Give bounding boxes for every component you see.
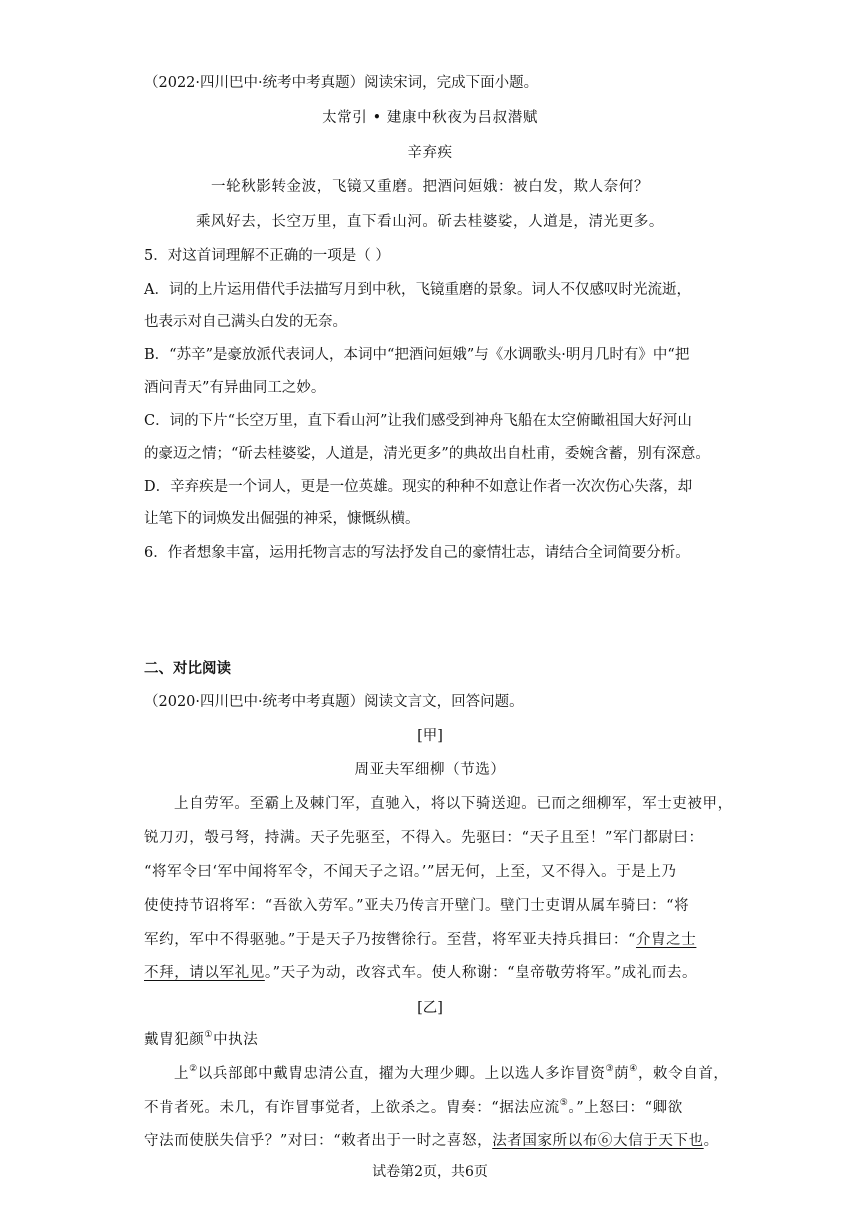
option-a-line-1: A．词的上片运用借代手法描写月到中秋，飞镜重磨的景象。词人不仅感叹时光流逝， [144, 282, 691, 298]
jia-line-5-text: 军约，军中不得驱驰。”于是天子乃按辔徐行。至营，将军亚夫持兵揖曰：“ [144, 932, 636, 948]
option-d-line-2: 让笔下的词焕发出倔强的神采，慷慨纵横。 [144, 511, 420, 527]
yi-line-1 [174, 1064, 729, 1084]
footnote-mark-3: ③ [605, 1064, 615, 1074]
question-5-stem: 5．对这首词理解不正确的一项是（ ） [144, 248, 390, 264]
yi-line-1-b: 以兵部郎中戴胄忠清公直，擢为大理少卿。上以选人多诈冒资 [197, 1066, 606, 1082]
footnote-mark-2: ② [189, 1064, 198, 1074]
yi-line-2 [144, 1098, 683, 1118]
jia-line-4: 使使持节诏将军：“吾欲入劳军。”亚夫乃传言开壁门。壁门士吏谓从属车骑曰：“将 [144, 898, 690, 914]
question-6-stem: 6．作者想象丰富，运用托物言志的写法抒发自己的豪情壮志，请结合全词简要分析。 [144, 545, 690, 561]
jia-line-1: 上自劳军。至霸上及棘门军，直驰入，将以下骑送迎。已而之细柳军，军士吏被甲， [174, 796, 733, 812]
footnote-mark-5: ⑤ [559, 1098, 569, 1108]
footnote-mark-4: ④ [629, 1064, 638, 1074]
option-d-line-1: D．辛弃疾是一个词人，更是一位英雄。现实的种种不如意让作者一次次伤心失落，却 [144, 479, 693, 495]
jia-line-6 [144, 963, 697, 983]
poem-verse-1: 一轮秋影转金波，飞镜又重磨。把酒问姮娥：被白发，欺人奈何？ [211, 179, 649, 195]
yi-underlined-phrase: 法者国家所以布⑥大信于天下也 [492, 1133, 704, 1149]
section-2-heading: 二、对比阅读 [144, 661, 231, 677]
passage-jia-title: 周亚夫军细柳（节选） [354, 762, 506, 778]
option-c-line-1: C．词的下片“长空万里，直下看山河”让我们感受到神舟飞船在太空俯瞰祖国大好河山 [144, 413, 692, 429]
yi-line-2-a: 不肯者死。未几，有诈冒事觉者，上欲杀之。胄奏：“据法应流 [144, 1100, 560, 1116]
yi-title-text: 戴胄犯颜 [144, 1032, 205, 1048]
yi-line-1-d: ，敕令自首， [637, 1066, 729, 1082]
jia-line-5 [144, 930, 696, 950]
jia-underlined-phrase-1: 介胄之士 [635, 932, 697, 948]
yi-line-2-b: 。”上怒曰：“卿欲 [568, 1100, 683, 1116]
jia-line-2: 锐刀刃，彀弓弩，持满。天子先驱至，不得入。先驱曰：“天子且至！”军门都尉曰： [144, 830, 704, 846]
yi-line-3-a: 守法而使朕失信乎？”对曰：“敕者出于一时之喜怒， [144, 1133, 493, 1149]
passage-jia-label: [甲] [417, 728, 443, 744]
yi-title-suffix: 中执法 [213, 1032, 259, 1048]
poem-author: 辛弃疾 [407, 145, 453, 161]
footnote-mark-1: ① [204, 1030, 214, 1040]
passage-yi-title [144, 1030, 258, 1050]
yi-line-3-b: 。 [703, 1133, 719, 1149]
option-a-line-2: 也表示对自己满头白发的无奈。 [144, 314, 347, 330]
option-c-line-2: 的豪迈之情；“斫去桂婆娑，人道是，清光更多”的典故出自杜甫，委婉含蓄，别有深意。 [144, 446, 710, 462]
yi-line-1-c: 荫 [614, 1066, 630, 1082]
jia-line-3: “将军令曰‘军中闻将军令，不闻天子之诏。’”居无何，上至，又不得入。于是上乃 [144, 864, 677, 880]
poem-intro: （2022·四川巴中·统考中考真题）阅读宋词，完成下面小题。 [144, 75, 539, 91]
option-b-line-2: 酒问青天”有异曲同工之妙。 [144, 380, 326, 396]
jia-underlined-phrase-2: 不拜，请以军礼见 [144, 965, 265, 981]
option-b-line-1: B．“苏辛”是豪放派代表词人，本词中“把酒问姮娥”与《水调歌头·明月几时有》中“把 [144, 347, 690, 363]
poem-verse-2: 乘风好去，长空万里，直下看山河。斫去桂婆娑，人道是，清光更多。 [195, 214, 665, 230]
poem-title: 太常引 • 建康中秋夜为吕叔潜赋 [322, 110, 538, 126]
section-2-intro: （2020·四川巴中·统考中考真题）阅读文言文，回答问题。 [144, 694, 524, 710]
jia-line-6-text: 。”天子为动，改容式车。使人称谢：“皇帝敬劳将军。”成礼而去。 [264, 965, 698, 981]
yi-line-3 [144, 1131, 719, 1151]
yi-line-1-a: 上 [174, 1066, 190, 1082]
page-footer: 试卷第2页，共6页 [372, 1164, 488, 1180]
passage-yi-label: [乙] [417, 1000, 443, 1016]
